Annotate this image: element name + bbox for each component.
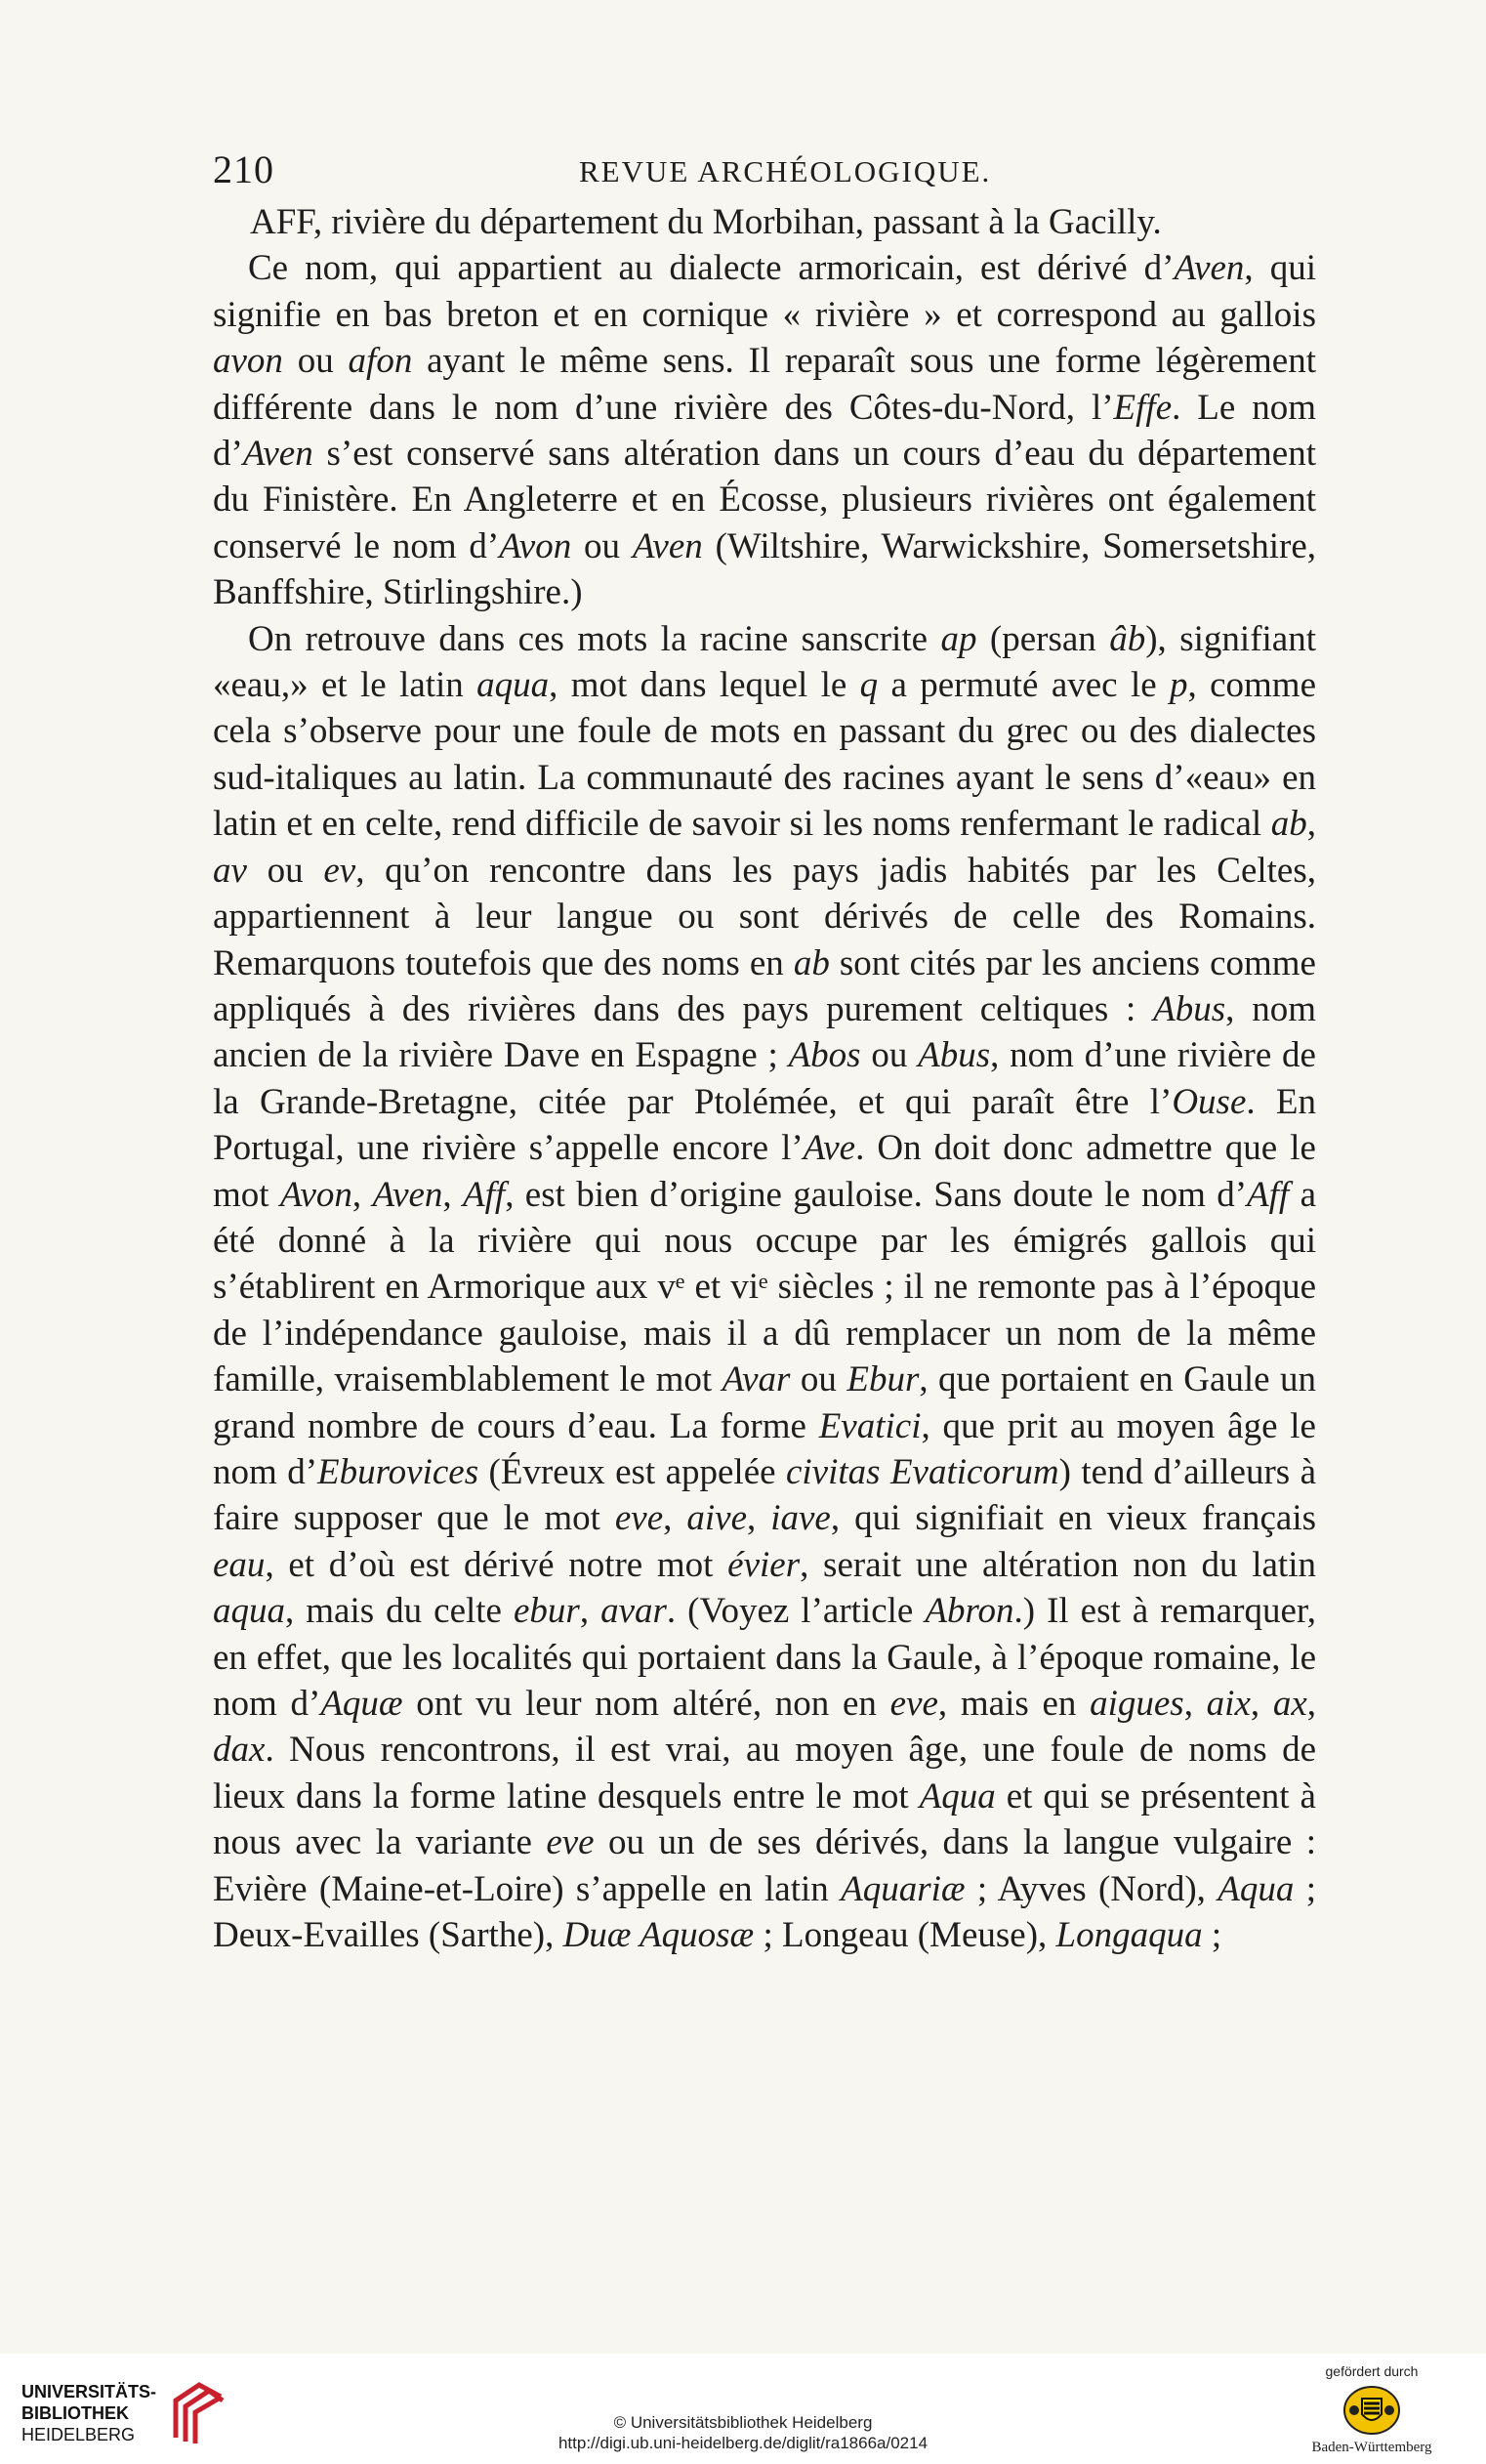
text-run: ou — [790, 1359, 847, 1400]
text-run: , et d’où est dérivé notre mot — [265, 1544, 728, 1585]
running-title: REVUE ARCHÉOLOGIQUE. — [579, 154, 992, 188]
italic-term: dax — [213, 1730, 266, 1771]
italic-term: eve — [889, 1684, 938, 1724]
italic-term: Avon — [499, 525, 572, 566]
text-run: . (Voyez l’article — [666, 1591, 926, 1632]
text-run: , qu’on rencontre dans les pays jadis habités par les Celtes, appartiennent à leur langue ou sont dérivés de celle des Romains. Remarquons toutefois que des noms en — [213, 850, 1316, 983]
text-run: ou un de ses dérivés, dans la langue vulgaire : Evière (Maine-et-Loire) s’appelle en latin — [213, 1822, 1316, 1909]
paragraph — [213, 199, 1316, 245]
text-run: a été donné à la rivière qui nous occupe par les émigrés gallois qui s’établirent en Armorique aux vᵉ et viᵉ siècles ; il ne remonte pas à l’époque de l’indépendance gauloise, mais il a dû remplacer un nom de la même famille, vraisemblablement le mot — [213, 1174, 1316, 1400]
italic-term: aigues — [1090, 1684, 1184, 1724]
text-run: et qui se présentent à nous avec la variante — [213, 1775, 1316, 1863]
text-run: ou — [246, 850, 324, 891]
text-run: ou — [282, 341, 349, 382]
text-run: ont vu leur nom altéré, non en — [402, 1684, 890, 1724]
italic-term: Ave — [803, 1128, 856, 1169]
italic-term: Aven — [242, 434, 313, 475]
italic-term: Abus — [918, 1035, 991, 1076]
italic-term: aix — [1206, 1684, 1251, 1724]
italic-term: Ebur — [846, 1359, 920, 1400]
text-run: , est bien d’origine gauloise. Sans doute le nom d’ — [505, 1174, 1248, 1215]
italic-term: aqua — [213, 1591, 285, 1632]
text-run: , comme cela s’observe pour une foule de mots en passant du grec ou des dialectes sud-italiques au latin. La communauté des racines ayant le sens d’«eau» en latin et en celte, rend difficile de savoir si les noms renfermant le radical — [213, 665, 1317, 845]
footer-bar — [0, 2354, 1486, 2464]
text-run: On retrouve dans ces mots la racine sanscrite — [248, 618, 941, 659]
italic-term: Aff — [1247, 1174, 1290, 1215]
italic-term: Aff — [463, 1174, 506, 1215]
footer-credits — [0, 2412, 1486, 2453]
italic-term: eve — [614, 1498, 664, 1539]
italic-term: ebur — [514, 1591, 580, 1632]
paragraph — [213, 245, 1316, 615]
text-run: Ce nom, qui appartient au dialecte armoricain, est dérivé d’ — [248, 248, 1175, 289]
italic-term: ab — [1270, 804, 1307, 845]
body-text — [213, 199, 1316, 1958]
text-run: ; — [1202, 1915, 1222, 1956]
italic-term: avon — [213, 341, 283, 382]
funding-notice — [1303, 2363, 1440, 2456]
text-run: , mais du celte — [285, 1591, 514, 1632]
text-run: (Wiltshire, Warwickshire, Somersetshire, Banffshire, Stirlingshire.) — [213, 525, 1317, 613]
italic-term: ev — [323, 850, 356, 891]
italic-term: Avon — [279, 1174, 352, 1215]
text-run: a permuté avec le — [878, 665, 1170, 706]
text-run: , — [1183, 1684, 1207, 1724]
text-run: ; Deux-Evailles (Sarthe), — [213, 1868, 1316, 1956]
text-run: (Évreux est appelée — [478, 1451, 786, 1492]
text-run: , mais en — [937, 1684, 1091, 1724]
text-run: . En Portugal, une rivière s’appelle encore l’ — [213, 1081, 1316, 1169]
italic-term: Eburovices — [317, 1451, 479, 1492]
italic-term: civitas Evaticorum — [785, 1451, 1059, 1492]
italic-term: Abron — [925, 1591, 1014, 1632]
text-run: , que prit au moyen âge le nom d’ — [213, 1405, 1316, 1492]
permalink[interactable]: http://digi.ub.uni-heidelberg.de/diglit/ra1866a/0214 — [557, 2434, 929, 2452]
text-run: , — [1250, 1684, 1273, 1724]
text-run: , — [663, 1498, 687, 1539]
text-run: , mot dans lequel le — [549, 665, 860, 706]
italic-term: Ouse — [1172, 1081, 1247, 1122]
italic-term: Aven — [372, 1174, 443, 1215]
text-run: sont cités par les anciens comme appliqués à des rivières dans des pays purement celtiques : — [213, 942, 1316, 1029]
text-run: , — [579, 1591, 601, 1632]
italic-term: avar — [600, 1591, 667, 1632]
text-run: . On doit donc admettre que le mot — [213, 1128, 1316, 1215]
italic-term: Abus — [1153, 988, 1226, 1029]
italic-term: Effe — [1113, 387, 1173, 428]
text-run: , serait une altération non du latin — [800, 1544, 1316, 1585]
italic-term: âb — [1109, 618, 1146, 659]
text-run: , nom ancien de la rivière Dave en Espagne ; — [213, 988, 1317, 1076]
text-run: ; Ayves (Nord), — [965, 1868, 1218, 1909]
italic-term: Aqua — [919, 1775, 996, 1817]
italic-term: aive — [686, 1498, 747, 1539]
text-run: ) tend d’ailleurs à faire supposer que le mot — [213, 1451, 1316, 1539]
text-run: ), signifiant «eau,» et le latin — [213, 618, 1316, 706]
italic-term: évier — [727, 1544, 801, 1585]
italic-term: Avar — [722, 1359, 791, 1400]
italic-term: Aquariæ — [841, 1868, 966, 1909]
funded-by-label: gefördert durch — [1325, 2363, 1419, 2379]
funder-name: Baden-Württemberg — [1311, 2440, 1432, 2455]
library-name-line3: HEIDELBERG — [21, 2425, 136, 2444]
italic-term: ap — [940, 618, 977, 659]
page-number: 210 — [213, 147, 274, 191]
library-name-line1: UNIVERSITÄTS- — [21, 2382, 157, 2401]
italic-term: Abos — [788, 1035, 861, 1076]
state-crest-icon — [1342, 2385, 1401, 2436]
paragraph — [213, 616, 1316, 1959]
italic-term: Aqua — [1218, 1868, 1295, 1909]
text-run: . Le nom d’ — [213, 387, 1316, 475]
italic-term: Aven — [1174, 248, 1245, 289]
text-run: , que portaient en Gaule un grand nombre de cours d’eau. La forme — [213, 1359, 1317, 1446]
text-run: , nom d’une rivière de la Grande-Bretagne, citée par Ptolémée, et qui paraît être l’ — [213, 1035, 1316, 1122]
italic-term: Evatici — [818, 1405, 922, 1446]
text-run: , qui signifiait en vieux français — [830, 1498, 1317, 1539]
text-run: (persan — [976, 618, 1110, 659]
italic-term: ax — [1272, 1684, 1307, 1724]
text-run: s’est conservé sans altération dans un cours d’eau du département du Finistère. En Angleterre et en Écosse, plusieurs rivières ont également conservé le nom d’ — [213, 434, 1316, 566]
italic-term: Aven — [632, 525, 703, 566]
italic-term: aqua — [476, 665, 550, 706]
text-run: ou — [860, 1035, 919, 1076]
text-run: , — [747, 1498, 771, 1539]
text-run: , — [1306, 1684, 1317, 1724]
text-run: .) Il est à remarquer, en effet, que les localités qui portaient dans la Gaule, à l’époque romaine, le nom d’ — [213, 1591, 1316, 1724]
italic-term: afon — [348, 341, 413, 382]
italic-term: eau — [213, 1544, 266, 1585]
italic-term: ab — [793, 942, 830, 983]
text-run: , — [442, 1174, 464, 1215]
italic-term: iave — [770, 1498, 831, 1539]
italic-term: p — [1170, 665, 1188, 706]
italic-term: Duæ Aquosæ — [562, 1915, 755, 1956]
italic-term: eve — [546, 1822, 595, 1863]
italic-term: av — [213, 850, 247, 891]
text-run: ou — [571, 525, 633, 566]
italic-term: Longaqua — [1055, 1915, 1203, 1956]
text-run: , — [1306, 804, 1316, 845]
text-run: ; Longeau (Meuse), — [754, 1915, 1056, 1956]
text-run: AFF, rivière du département du Morbihan, passant à la Gacilly. — [250, 202, 1162, 242]
copyright-notice: © Universitätsbibliothek Heidelberg — [613, 2413, 873, 2432]
text-run: ayant le même sens. Il reparaît sous une forme légèrement différente dans le nom d’une rivière des Côtes-du-Nord, l’ — [213, 341, 1317, 428]
text-run: , — [351, 1174, 373, 1215]
italic-term: Aquæ — [320, 1684, 403, 1724]
text-run: . Nous rencontrons, il est vrai, au moyen âge, une foule de noms de lieux dans la forme latine desquels entre le mot — [213, 1730, 1316, 1817]
text-run: , qui signifie en bas breton et en cornique « rivière » et correspond au gallois — [213, 248, 1316, 335]
library-name-line2: BIBLIOTHEK — [21, 2403, 129, 2423]
page-header — [213, 146, 1316, 195]
italic-term: q — [859, 665, 879, 706]
